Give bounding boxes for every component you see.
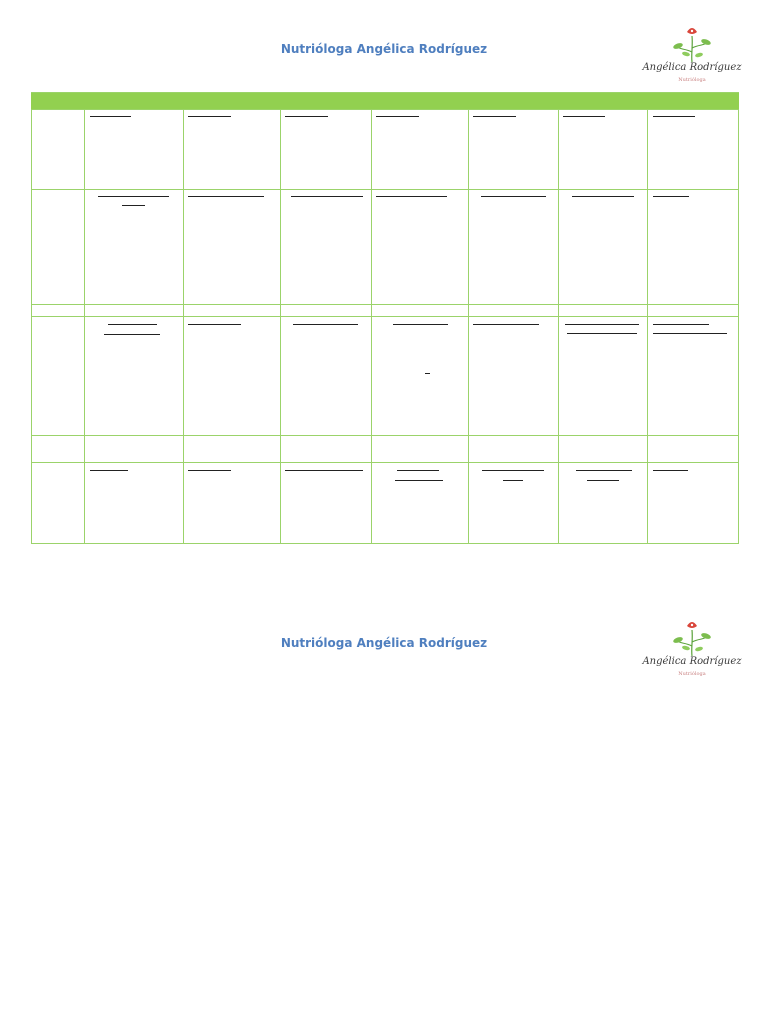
- cell-text-mark: [90, 470, 128, 471]
- cell-text-mark: [188, 470, 231, 471]
- cell-text-mark: [563, 116, 605, 117]
- table-column-divider: [558, 109, 559, 544]
- cell-text-mark: [188, 196, 264, 197]
- page-header-2: [0, 614, 768, 684]
- cell-text-mark: [90, 116, 131, 117]
- flower-icon: [662, 618, 722, 658]
- table-row-divider: [31, 304, 739, 305]
- document-title: Nutrióloga Angélica Rodríguez: [280, 42, 488, 56]
- logo-subtitle: Nutrióloga: [678, 77, 706, 83]
- page-header: [0, 20, 768, 90]
- cell-text-mark: [565, 324, 639, 325]
- table-row-divider: [31, 462, 739, 463]
- logo-signature-2: Angélica Rodríguez: [642, 656, 742, 667]
- cell-text-mark: [653, 333, 727, 334]
- cell-text-mark: [98, 196, 169, 197]
- table-row-divider: [31, 92, 739, 93]
- flower-icon: [662, 24, 722, 64]
- table-column-divider: [183, 109, 184, 544]
- cell-text-mark: [188, 324, 241, 325]
- cell-text-mark: [473, 116, 516, 117]
- cell-text-mark: [503, 480, 523, 481]
- table-column-divider: [31, 109, 32, 544]
- cell-text-mark: [653, 196, 689, 197]
- nutritionist-logo: [642, 24, 742, 90]
- cell-text-mark: [653, 324, 709, 325]
- cell-text-mark: [653, 470, 688, 471]
- cell-text-mark: [425, 373, 430, 374]
- nutritionist-logo-2: [642, 618, 742, 684]
- cell-text-mark: [567, 333, 637, 334]
- cell-text-mark: [397, 470, 439, 471]
- cell-text-mark: [291, 196, 363, 197]
- logo-subtitle-2: Nutrióloga: [678, 671, 706, 677]
- table-column-divider: [84, 109, 85, 544]
- cell-text-mark: [122, 205, 145, 206]
- cell-text-mark: [473, 324, 539, 325]
- table-row-divider: [31, 109, 739, 110]
- cell-text-mark: [285, 470, 363, 471]
- table-row-divider: [31, 189, 739, 190]
- table-row-divider: [31, 316, 739, 317]
- table-column-divider: [647, 109, 648, 544]
- document-title-2: Nutrióloga Angélica Rodríguez: [280, 636, 488, 650]
- table-row-divider: [31, 543, 739, 544]
- cell-text-mark: [104, 334, 160, 335]
- cell-text-mark: [576, 470, 632, 471]
- cell-text-mark: [587, 480, 619, 481]
- table-row-divider: [31, 435, 739, 436]
- cell-text-mark: [376, 116, 419, 117]
- table-column-divider: [371, 109, 372, 544]
- cell-text-mark: [285, 116, 328, 117]
- cell-text-mark: [572, 196, 634, 197]
- cell-text-mark: [376, 196, 447, 197]
- cell-text-mark: [482, 470, 544, 471]
- cell-text-mark: [108, 324, 157, 325]
- cell-text-mark: [293, 324, 358, 325]
- cell-text-mark: [395, 480, 443, 481]
- table-column-divider: [280, 109, 281, 544]
- meal-plan-table: [31, 92, 739, 544]
- cell-text-mark: [653, 116, 695, 117]
- cell-text-mark: [188, 116, 231, 117]
- table-column-divider: [738, 109, 739, 544]
- cell-text-mark: [481, 196, 546, 197]
- cell-text-mark: [393, 324, 448, 325]
- table-header-row: [31, 92, 739, 109]
- table-column-divider: [468, 109, 469, 544]
- logo-signature: Angélica Rodríguez: [642, 62, 742, 73]
